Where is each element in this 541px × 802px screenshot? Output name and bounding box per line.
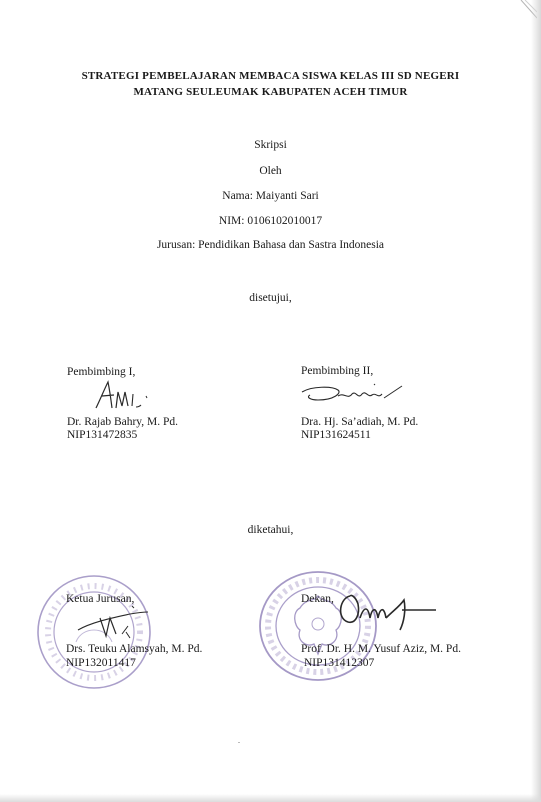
head-of-department-role: Ketua Jurusan, [66, 593, 135, 605]
head-of-department-nip: NIP132011417 [66, 657, 136, 669]
dean-name: Prof. Dr. H. M. Yusuf Aziz, M. Pd. [301, 643, 461, 655]
thesis-title-line-1: STRATEGI PEMBELAJARAN MEMBACA SISWA KELAS III SD NEGERI [81, 70, 460, 82]
thesis-title-line-2: MATANG SEULEUMAK KABUPATEN ACEH TIMUR [133, 86, 408, 98]
acknowledged-label: diketahui, [247, 524, 294, 536]
page-bottom-shadow [0, 794, 541, 802]
head-of-department-name: Drs. Teuku Alamsyah, M. Pd. [66, 643, 203, 655]
student-name: Nama: Maiyanti Sari [222, 190, 319, 202]
student-nim: NIM: 0106102010017 [218, 215, 323, 227]
supervisor1-name: Dr. Rajab Bahry, M. Pd. [67, 416, 179, 428]
by-label: Oleh [259, 165, 282, 177]
supervisor1-signature [92, 378, 156, 412]
supervisor2-nip: NIP131624511 [301, 429, 371, 441]
supervisor2-role: Pembimbing II, [301, 365, 374, 377]
supervisor1-nip: NIP131472835 [67, 429, 138, 441]
scan-speck [238, 742, 240, 743]
supervisor2-signature [298, 378, 408, 408]
page-edge-shadow [531, 0, 541, 802]
dean-role: Dekan, [301, 593, 334, 605]
document-type: Skripsi [254, 139, 287, 151]
head-of-department-signature [72, 604, 154, 642]
dean-signature [330, 588, 440, 634]
dean-nip: NIP131412307 [304, 657, 375, 669]
supervisor2-name: Dra. Hj. Sa’adiah, M. Pd. [301, 416, 419, 428]
approved-label: disetujui, [249, 292, 292, 304]
student-major: Jurusan: Pendidikan Bahasa dan Sastra Indonesia [156, 239, 385, 251]
supervisor1-role: Pembimbing I, [67, 366, 136, 378]
